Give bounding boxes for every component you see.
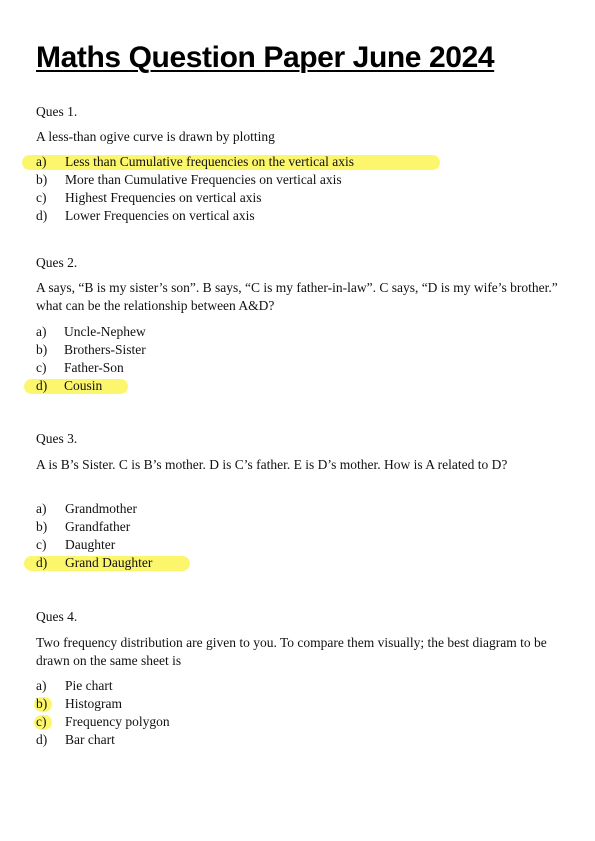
option-text: Histogram: [65, 696, 122, 711]
option-text: Grandmother: [65, 501, 137, 516]
option-letter: c): [36, 360, 47, 375]
option-text: More than Cumulative Frequencies on vertical axis: [65, 172, 342, 187]
option-letter: c): [36, 537, 47, 552]
option-text: Cousin: [64, 378, 103, 393]
option-letter: b): [36, 342, 48, 357]
option-text: Frequency polygon: [65, 714, 170, 729]
option-letter: c): [36, 714, 47, 729]
question-4-label: Ques 4.: [36, 609, 78, 624]
option-letter: d): [36, 732, 48, 747]
question-1-text: A less-than ogive curve is drawn by plotting: [36, 129, 275, 144]
option-text: Daughter: [65, 537, 116, 552]
option-letter: b): [36, 519, 48, 534]
option-letter: c): [36, 190, 47, 205]
question-2-text: A says, “B is my sister’s son”. B says, “C is my father-in-law”. C says, “D is my wife’s brother.” what can be the relationship between A&D?: [36, 280, 558, 313]
option-letter: a): [36, 501, 47, 516]
option-text: Less than Cumulative frequencies on the vertical axis: [65, 154, 355, 169]
question-4-text: Two frequency distribution are given to you. To compare them visually; the best diagram to be drawn on the same sheet is: [36, 635, 547, 668]
option-letter: b): [36, 696, 48, 711]
question-2-label: Ques 2.: [36, 255, 78, 270]
question-3-text: A is B’s Sister. C is B’s mother. D is C’s father. E is D’s mother. How is A related to D?: [36, 457, 508, 472]
option-letter: d): [36, 555, 48, 570]
option-text: Lower Frequencies on vertical axis: [65, 208, 255, 223]
option-text: Pie chart: [65, 678, 113, 693]
option-text: Grandfather: [65, 519, 131, 534]
question-1-label: Ques 1.: [36, 104, 78, 119]
option-letter: a): [36, 678, 47, 693]
option-text: Grand Daughter: [65, 555, 153, 570]
option-text: Brothers-Sister: [64, 342, 146, 357]
page-title: Maths Question Paper June 2024: [36, 41, 495, 74]
option-text: Uncle-Nephew: [64, 324, 146, 339]
option-letter: d): [36, 378, 48, 393]
option-text: Bar chart: [65, 732, 115, 747]
option-letter: b): [36, 172, 48, 187]
option-text: Father-Son: [64, 360, 124, 375]
option-letter: a): [36, 324, 47, 339]
option-text: Highest Frequencies on vertical axis: [65, 190, 262, 205]
option-letter: a): [36, 154, 47, 169]
option-letter: d): [36, 208, 48, 223]
question-3-label: Ques 3.: [36, 431, 78, 446]
